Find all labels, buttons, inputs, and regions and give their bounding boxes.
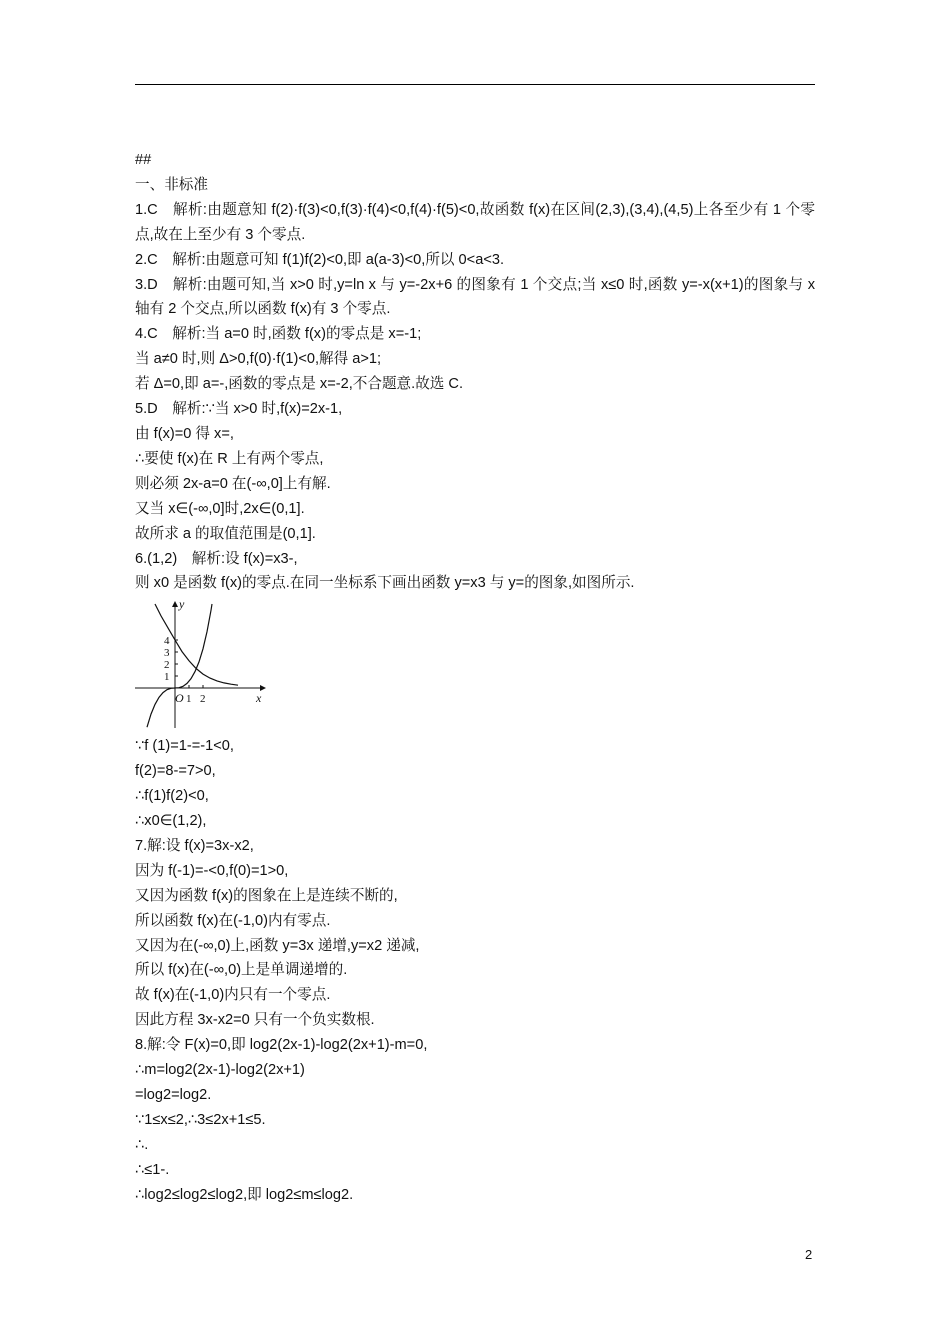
answer-6-line-3: ∵f (1)=1-=-1<0, (135, 738, 234, 755)
y-axis-label: y (179, 597, 185, 612)
answer-4-line-3: 若 Δ=0,即 a=-,函数的零点是 x=-2,不合题意.故选 C. (135, 376, 464, 393)
answer-7-line-8: 因此方程 3x-x2=0 只有一个负实数根. (135, 1012, 375, 1029)
document-body (135, 148, 815, 1208)
y-tick-label-4: 4 (164, 635, 170, 648)
answer-6-line-4: f(2)=8-=7>0, (135, 763, 216, 780)
y-tick-label-2: 2 (164, 659, 170, 672)
answer-6-line-6: ∴x0∈(1,2), (135, 813, 207, 830)
answer-5-line-3: ∴要使 f(x)在 R 上有两个零点, (135, 450, 324, 467)
answer-8-line-6: ∴≤1-. (135, 1161, 170, 1178)
function-graph (135, 597, 270, 730)
answer-8-line-2: ∴m=log2(2x-1)-log2(2x+1) (135, 1062, 305, 1079)
answer-3: 3.D 解析:由题可知,当 x>0 时,y=ln x 与 y=-2x+6 的图象有 1 个交点;当 x≤0 时,函数 y=-x(x+1)的图象与 x 轴有 2 个交点,所以函数 f(x)有 3 个零点. (135, 276, 815, 318)
page-number: 2 (805, 1247, 813, 1262)
answer-6-line-5: ∴f(1)f(2)<0, (135, 788, 209, 805)
header-rule (135, 84, 815, 85)
answer-5-line-6: 故所求 a 的取值范围是(0,1]. (135, 525, 316, 542)
answer-5-line-1: 5.D 解析:∵当 x>0 时,f(x)=2x-1, (135, 401, 343, 418)
answer-6-line-2: 则 x0 是函数 f(x)的零点.在同一坐标系下画出函数 y=x3 与 y=的图象,如图所示. (135, 575, 635, 592)
x-tick-label-1: 1 (186, 693, 192, 706)
cubic-curve (147, 604, 212, 727)
heading-marker: ## (135, 152, 152, 168)
answer-5-line-4: 则必须 2x-a=0 在(-∞,0]上有解. (135, 475, 331, 492)
section-title: 一、非标准 (135, 176, 208, 193)
answer-4-line-2: 当 a≠0 时,则 Δ>0,f(0)·f(1)<0,解得 a>1; (135, 351, 382, 368)
answer-2: 2.C 解析:由题意可知 f(1)f(2)<0,即 a(a-3)<0,所以 0<a<3. (135, 251, 505, 268)
answer-4-line-1: 4.C 解析:当 a=0 时,函数 f(x)的零点是 x=-1; (135, 326, 422, 343)
answer-8-line-3: =log2=log2. (135, 1087, 212, 1103)
answer-6-line-1: 6.(1,2) 解析:设 f(x)=x3-, (135, 550, 298, 567)
answer-7-line-7: 故 f(x)在(-1,0)内只有一个零点. (135, 987, 331, 1004)
answer-7-line-1: 7.解:设 f(x)=3x-x2, (135, 837, 254, 854)
answer-8-line-1: 8.解:令 F(x)=0,即 log2(2x-1)-log2(2x+1)-m=0, (135, 1037, 428, 1054)
y-tick-label-1: 1 (164, 671, 170, 684)
answer-1: 1.C 解析:由题意知 f(2)·f(3)<0,f(3)·f(4)<0,f(4)·f(5)<0,故函数 f(x)在区间(2,3),(3,4),(4,5)上各至少有 1 个零点,故在上至少有 3 个零点. (135, 201, 815, 243)
answer-7-line-3: 又因为函数 f(x)的图象在上是连续不断的, (135, 887, 398, 904)
origin-label: O (175, 691, 184, 706)
answer-8-line-7: ∴log2≤log2≤log2,即 log2≤m≤log2. (135, 1186, 354, 1203)
answer-7-line-4: 所以函数 f(x)在(-1,0)内有零点. (135, 912, 331, 929)
answer-7-line-6: 所以 f(x)在(-∞,0)上是单调递增的. (135, 962, 348, 979)
function-graph-figure (135, 596, 815, 734)
answer-7-line-2: 因为 f(-1)=-<0,f(0)=1>0, (135, 862, 289, 879)
x-axis-label: x (256, 691, 262, 706)
y-tick-label-3: 3 (164, 647, 170, 660)
answer-8-line-5: ∴. (135, 1136, 149, 1153)
answer-5-line-2: 由 f(x)=0 得 x=, (135, 425, 234, 442)
answer-7-line-5: 又因为在(-∞,0)上,函数 y=3x 递增,y=x2 递减, (135, 937, 420, 954)
x-tick-label-2: 2 (200, 693, 206, 706)
answer-8-line-4: ∵1≤x≤2,∴3≤2x+1≤5. (135, 1111, 266, 1128)
answer-5-line-5: 又当 x∈(-∞,0]时,2x∈(0,1]. (135, 500, 305, 517)
